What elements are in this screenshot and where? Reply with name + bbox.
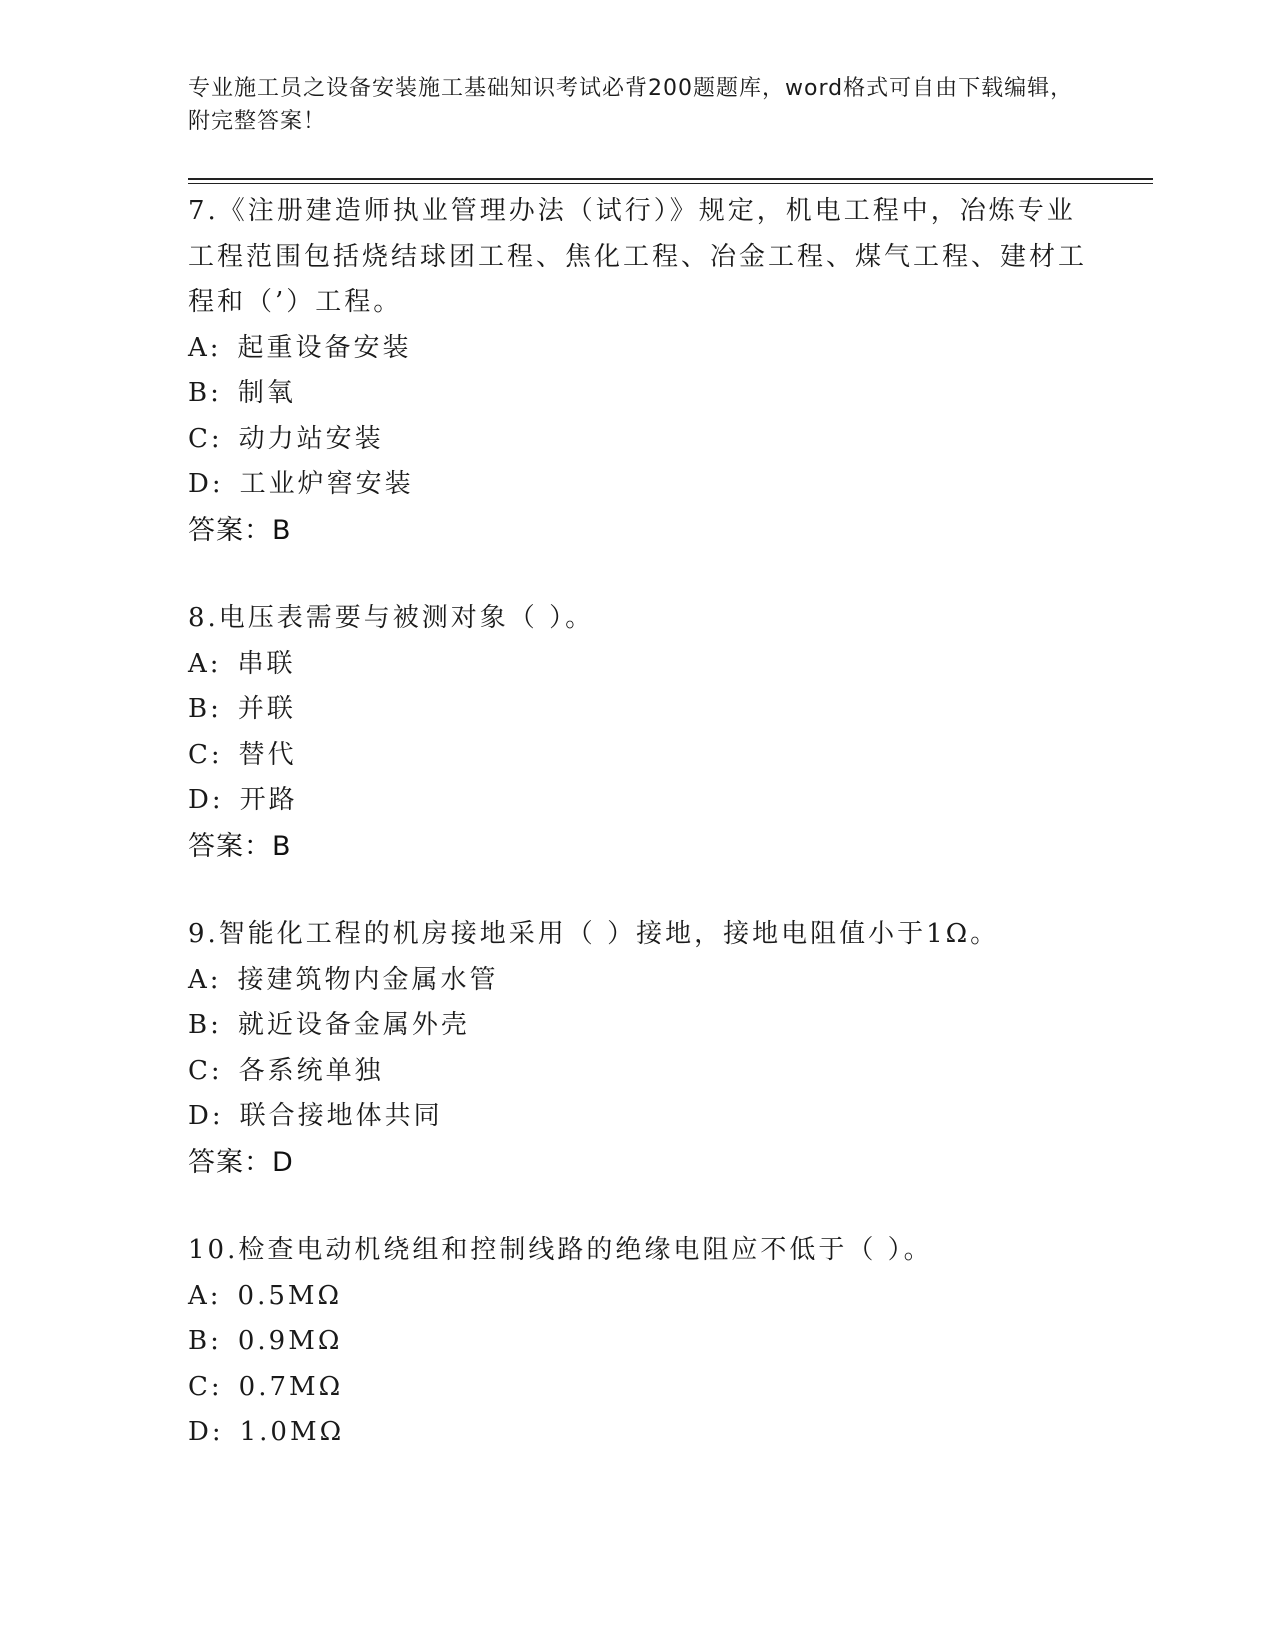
option-key: B: (188, 378, 222, 408)
option-c (188, 1365, 1088, 1411)
question-9 (188, 912, 1088, 1185)
option-text: 制氧 (237, 378, 296, 408)
option-a (188, 642, 1088, 688)
answer-line: 答案：D (188, 1146, 294, 1178)
option-key: D: (188, 785, 224, 815)
option-text: 0.5MΩ (237, 1280, 343, 1311)
option-d (188, 1410, 1088, 1456)
option-key: A: (188, 332, 222, 363)
option-key: A: (188, 964, 222, 995)
option-text: 1.0MΩ (239, 1417, 345, 1447)
option-text: 就近设备金属外壳 (237, 1010, 470, 1040)
option-text: 0.7MΩ (238, 1371, 344, 1402)
question-stem: 8.电压表需要与被测对象（ ）。 (188, 603, 595, 633)
option-text: 串联 (237, 648, 296, 679)
option-text: 各系统单独 (238, 1055, 384, 1086)
header-divider-thick (188, 178, 1153, 180)
option-text: 接建筑物内金属水管 (237, 964, 499, 995)
option-d (188, 778, 1088, 824)
question-7 (188, 189, 1088, 553)
question-stem: 10.检查电动机绕组和控制线路的绝缘电阻应不低于（ ）。 (188, 1235, 933, 1265)
option-key: A: (188, 648, 222, 679)
option-text: 替代 (238, 739, 297, 770)
option-text: 开路 (239, 785, 298, 815)
option-key: C: (188, 423, 223, 454)
option-a (188, 958, 1088, 1004)
option-key: A: (188, 1280, 222, 1311)
option-c (188, 417, 1088, 463)
option-key: D: (188, 1101, 224, 1131)
option-c (188, 733, 1088, 779)
option-text: 起重设备安装 (237, 332, 412, 363)
option-key: D: (188, 469, 224, 499)
option-key: D: (188, 1417, 224, 1447)
option-a (188, 326, 1088, 372)
answer-line: 答案：B (188, 830, 292, 862)
option-text: 工业炉窖安装 (239, 469, 414, 499)
option-key: C: (188, 1371, 223, 1402)
question-10 (188, 1228, 1088, 1456)
question-8 (188, 596, 1088, 869)
option-b (188, 687, 1088, 733)
option-b (188, 371, 1088, 417)
option-b (188, 1003, 1088, 1049)
option-d (188, 462, 1088, 508)
option-a (188, 1274, 1088, 1320)
question-stem: 9.智能化工程的机房接地采用（ ）接地，接地电阻值小于1Ω。 (188, 919, 1000, 949)
answer-line: 答案：B (188, 514, 292, 546)
option-key: C: (188, 1055, 223, 1086)
option-d (188, 1094, 1088, 1140)
option-b (188, 1319, 1088, 1365)
option-key: C: (188, 739, 223, 770)
option-c (188, 1049, 1088, 1095)
header-divider-thin (188, 183, 1153, 184)
document-header: 专业施工员之设备安装施工基础知识考试必背200题题库，word格式可自由下载编辑，附完整答案！ (188, 76, 1074, 134)
option-key: B: (188, 1326, 222, 1356)
option-key: B: (188, 1010, 222, 1040)
option-text: 0.9MΩ (237, 1326, 343, 1356)
option-text: 动力站安装 (238, 423, 384, 454)
option-key: B: (188, 694, 222, 724)
question-stem: 7.《注册建造师执业管理办法（试行）》规定，机电工程中，冶炼专业工程范围包括烧结球团工程、焦化工程、冶金工程、煤气工程、建材工程和（’）工程。 (188, 196, 1088, 317)
option-text: 并联 (237, 694, 296, 724)
question-list (188, 189, 1088, 1499)
option-text: 联合接地体共同 (239, 1101, 443, 1131)
